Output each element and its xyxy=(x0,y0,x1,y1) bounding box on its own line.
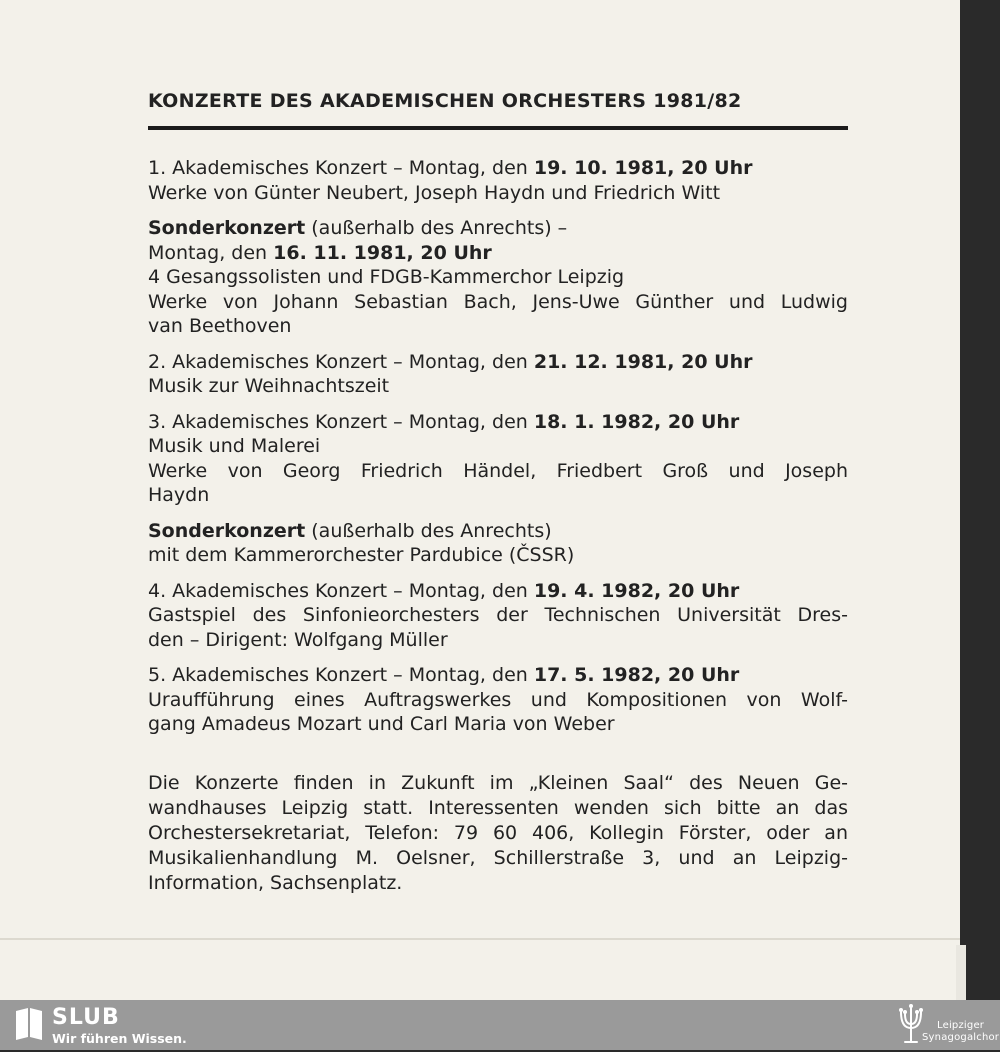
entry-text: 4 Gesangssolisten und FDGB-Kammerchor Leipzig xyxy=(148,266,625,288)
footer-bar xyxy=(0,1000,1000,1050)
concert-entry-4 xyxy=(148,579,848,653)
entry-text: 1. Akademisches Konzert – Montag, den xyxy=(148,157,534,179)
concert-entry-1 xyxy=(148,156,848,205)
entry-text: Musik und Malerei xyxy=(148,435,321,457)
entry-text: Uraufführung eines Auftragswerkes und Kompositionen von Wolf- xyxy=(148,688,848,711)
entry-text: 5. Akademisches Konzert – Montag, den xyxy=(148,664,534,686)
entry-heading: Sonderkonzert xyxy=(148,217,306,239)
entry-date: 21. 12. 1981, 20 Uhr xyxy=(533,350,753,373)
document-title: KONZERTE DES AKADEMISCHEN ORCHESTERS 1981/82 xyxy=(148,90,742,112)
concert-entry-5 xyxy=(148,663,848,737)
entry-date: 16. 11. 1981, 20 Uhr xyxy=(273,241,492,264)
slub-tagline: Wir führen Wissen. xyxy=(52,1031,187,1046)
entry-text: 3. Akademisches Konzert – Montag, den xyxy=(148,410,534,433)
entry-date: 17. 5. 1982, 20 Uhr xyxy=(533,664,740,686)
document-content xyxy=(148,86,848,896)
entry-date: 18. 1. 1982, 20 Uhr xyxy=(533,410,740,433)
entry-text: Gastspiel des Sinfonieorchesters der Technischen Universität Dres- xyxy=(148,604,848,626)
title-rule xyxy=(148,126,848,130)
notice-paragraph xyxy=(148,771,848,896)
notice-line: Information, Sachsenplatz. xyxy=(148,871,403,894)
notice-line: Musikalienhandlung M. Oelsner, Schillerstraße 3, und an Leipzig- xyxy=(148,846,848,869)
entry-text: Musik zur Weihnachtszeit xyxy=(148,375,390,397)
concert-entry-2 xyxy=(148,350,848,399)
entry-text: Werke von Georg Friedrich Händel, Friedbert Groß und Joseph xyxy=(148,459,848,482)
entry-date: 19. 4. 1982, 20 Uhr xyxy=(533,579,740,602)
book-logo-icon xyxy=(14,1007,44,1045)
entry-text: Haydn xyxy=(148,484,210,506)
entry-text: (außerhalb des Anrechts) – xyxy=(305,217,568,239)
entry-text: den – Dirigent: Wolfgang Müller xyxy=(148,628,448,651)
page-edge-strip xyxy=(956,945,966,1000)
partner-line-1: Leipziger xyxy=(937,1020,985,1031)
entry-heading: Sonderkonzert xyxy=(148,519,306,542)
notice-line: Die Konzerte finden in Zukunft im „Kleinen Saal“ des Neuen Ge- xyxy=(148,771,848,794)
entry-text: gang Amadeus Mozart und Carl Maria von Weber xyxy=(148,713,615,735)
concert-entry-3 xyxy=(148,410,848,508)
entry-text: Werke von Johann Sebastian Bach, Jens-Uwe Günther und Ludwig xyxy=(148,290,848,313)
entry-text: Montag, den xyxy=(148,241,274,264)
entry-text: (außerhalb des Anrechts) xyxy=(305,519,552,542)
special-concert-entry-2 xyxy=(148,519,848,568)
partner-name xyxy=(922,1020,999,1044)
entry-text: 2. Akademisches Konzert – Montag, den xyxy=(148,350,534,373)
entry-text: van Beethoven xyxy=(148,315,292,337)
partner-line-2: Synagogalchor xyxy=(922,1032,1000,1043)
entry-text: mit dem Kammerorchester Pardubice (ČSSR) xyxy=(148,544,575,566)
entry-text: 4. Akademisches Konzert – Montag, den xyxy=(148,579,534,602)
notice-line: Orchestersekretariat, Telefon: 79 60 406, Kollegin Förster, oder an xyxy=(148,821,848,844)
notice-line: wandhauses Leipzig statt. Interessenten wenden sich bitte an das xyxy=(148,796,848,819)
special-concert-entry-1 xyxy=(148,216,848,339)
entry-date: 19. 10. 1981, 20 Uhr xyxy=(533,157,753,179)
entry-text: Werke von Günter Neubert, Joseph Haydn und Friedrich Witt xyxy=(148,181,721,204)
slub-name: SLUB xyxy=(52,1005,120,1030)
